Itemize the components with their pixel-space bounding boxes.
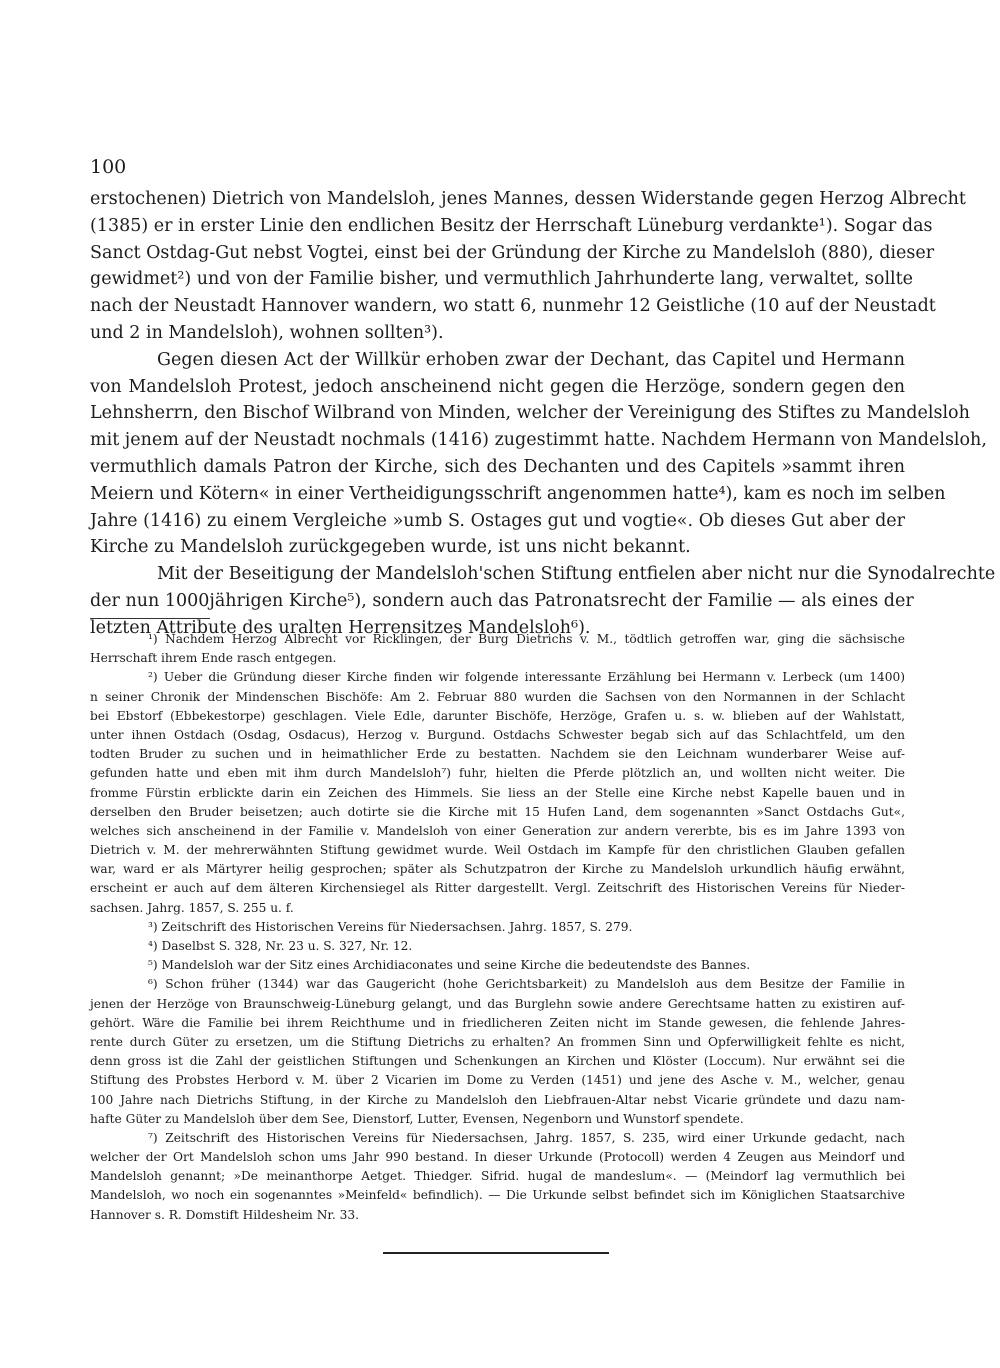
footnote-line: hafte Güter zu Mandelsloh über dem See, Dienstorf, Lutter, Evensen, Negenborn und Wunstorf spendete. [90, 1111, 744, 1126]
footnote-line: sachsen. Jahrg. 1857, S. 255 u. f. [90, 900, 294, 915]
footnote-separator-rule [90, 618, 210, 619]
footnote-line: fromme Fürstin erblickte darin ein Zeichen des Himmels. Sie liess an der Stelle eine Kirche nebst Kapelle bauen und in [90, 785, 905, 800]
main-text-line: Sanct Ostdag-Gut nebst Vogtei, einst bei der Gründung der Kirche zu Mandelsloh (880), dieser [90, 242, 935, 263]
footnote-line: rente durch Güter zu ersetzen, um die Stiftung Dietrichs zu erhalten? An frommen Sinn und Opferwilligkeit fehlte es nicht, [90, 1034, 905, 1049]
footnote-line: Dietrich v. M. der mehrerwähnten Stiftung gewidmet wurde. Weil Ostdach im Kampfe für den christlichen Glauben gefallen [90, 843, 905, 858]
footnote-line: war, ward er als Märtyrer heilig gesprochen; später als Schutzpatron der Kirche zu Mandelsloh urkundlich häufig erwähnt, [90, 862, 905, 877]
footnote-line: Stiftung des Probstes Herbord v. M. über 2 Vicarien im Dome zu Verden (1451) und jene des Asche v. M., welcher, genau [90, 1073, 905, 1088]
footnote-line: erscheint er auch auf dem älteren Kirchensiegel als Ritter dargestellt. Vergl. Zeitschrift des Historischen Vereins für Nieder- [90, 881, 905, 896]
footnote-line: todten Bruder zu suchen und in heimathlicher Erde zu bestatten. Nachdem sie den Leichnam wunderbarer Weise auf- [90, 747, 905, 762]
footnote-line: jenen der Herzöge von Braunschweig-Lüneburg gelangt, und das Burglehn sowie andere Gerechtsame hatten zu existiren auf- [90, 996, 905, 1011]
footnote-line: n seiner Chronik der Mindenschen Bischöfe: Am 2. Februar 880 wurden die Sachsen von den Normannen in der Schlacht [90, 689, 905, 704]
footnotes-block [90, 630, 905, 1225]
main-text-line: gewidmet²) und von der Familie bisher, und vermuthlich Jahrhunderte lang, verwaltet, sollte [90, 269, 914, 290]
main-text-line: Mit der Beseitigung der Mandelsloh'schen Stiftung entfielen aber nicht nur die Synodalrechte [157, 564, 996, 585]
footnote-line: Mandelsloh, wo noch ein sogenanntes »Meinfeld« befindlich). — Die Urkunde selbst befindet sich im Königlichen Staatsarchive [90, 1188, 905, 1203]
footnote-line: Hannover s. R. Domstift Hildesheim Nr. 33. [90, 1207, 360, 1222]
footnote-line: 100 Jahre nach Dietrichs Stiftung, in der Kirche zu Mandelsloh den Liebfrauen-Altar nebst Vicarie gründete und dazu nam- [90, 1092, 905, 1107]
footnote-line: gehört. Wäre die Familie bei ihrem Reichthume und in friedlicheren Zeiten nicht im Stande gewesen, die fehlende Jahres- [90, 1015, 905, 1030]
footnote-line: ³) Zeitschrift des Historischen Vereins für Niedersachsen. Jahrg. 1857, S. 279. [148, 919, 633, 934]
main-text-line: der nun 1000jährigen Kirche⁵), sondern auch das Patronatsrecht der Familie — als eines der [90, 590, 914, 611]
main-text-line: Kirche zu Mandelsloh zurückgegeben wurde, ist uns nicht bekannt. [90, 537, 691, 558]
footnote-line: welches sich anscheinend in der Familie v. Mandelsloh von einer Generation zur andern vererbte, bis es im Jahre 1393 von [90, 823, 905, 838]
footnote-line: bei Ebstorf (Ebbekestorpe) geschlagen. Viele Edle, darunter Bischöfe, Herzöge, Grafen u. s. w. blieben auf der Wahlstatt, [90, 708, 905, 723]
main-text-line: (1385) er in erster Linie den endlichen Besitz der Herrschaft Lüneburg verdankte¹). Sogar das [90, 215, 933, 236]
main-text-line: und 2 in Mandelsloh), wohnen sollten³). [90, 322, 444, 343]
page-number: 100 [90, 156, 127, 178]
main-text-line: Lehnsherrn, den Bischof Wilbrand von Minden, welcher der Vereinigung des Stiftes zu Mandelsloh [90, 403, 970, 424]
main-text-line: nach der Neustadt Hannover wandern, wo statt 6, nunmehr 12 Geistliche (10 auf der Neustadt [90, 296, 936, 317]
footnote-line: denn gross ist die Zahl der geistlichen Stiftungen und Schenkungen an Kirchen und Klöster (Loccum). Nur erwähnt sei die [90, 1054, 905, 1069]
main-text-line: letzten Attribute des uralten Herrensitzes Mandelsloh⁶). [90, 617, 591, 638]
footnote-line: ⁶) Schon früher (1344) war das Gaugericht (hohe Gerichtsbarkeit) zu Mandelsloh aus dem Besitze der Familie in [148, 977, 905, 992]
footnote-line: welcher der Ort Mandelsloh schon ums Jahr 990 bestand. In dieser Urkunde (Protocoll) werden 4 Zeugen aus Meindorf und [90, 1150, 905, 1165]
main-text-line: erstochenen) Dietrich von Mandelsloh, jenes Mannes, dessen Widerstande gegen Herzog Albrecht [90, 189, 966, 209]
footnote-line: ⁵) Mandelsloh war der Sitz eines Archidiaconates und seine Kirche die bedeutendste des Bannes. [148, 958, 751, 973]
main-text-line: von Mandelsloh Protest, jedoch anscheinend nicht gegen die Herzöge, sondern gegen den [90, 376, 905, 397]
footnote-line: gefunden hatte und eben mit ihm durch Mandelsloh⁷) fuhr, hielten die Pferde plötzlich an, und wollten nicht weiter. Die [90, 766, 905, 781]
footnote-line: Mandelsloh genannt; »De meinanthorpe Aetget. Thiedger. Sifrid. hugal de mandeslum«. — (Meindorf lag vermuthlich bei [90, 1169, 905, 1184]
end-of-page-rule [383, 1252, 609, 1254]
footnote-line: unter ihnen Ostdach (Osdag, Osdacus), Herzog v. Burgund. Ostdachs Schwester begab sich auf das Schlachtfeld, um den [90, 727, 905, 742]
main-text-line: vermuthlich damals Patron der Kirche, sich des Dechanten und des Capitels »sammt ihren [90, 456, 905, 477]
main-text-line: Meiern und Kötern« in einer Vertheidigungsschrift angenommen hatte⁴), kam es noch im selben [90, 483, 946, 504]
footnote-line: ⁷) Zeitschrift des Historischen Vereins für Niedersachsen, Jahrg. 1857, S. 235, wird einer Urkunde gedacht, nach [148, 1130, 905, 1145]
footnote-line: Herrschaft ihrem Ende rasch entgegen. [90, 651, 337, 666]
footnote-line: ²) Ueber die Gründung dieser Kirche finden wir folgende interessante Erzählung bei Hermann v. Lerbeck (um 1400) [148, 670, 905, 685]
main-text-line: Gegen diesen Act der Willkür erhoben zwar der Dechant, das Capitel und Hermann [157, 349, 905, 370]
footnote-line: derselben den Bruder beisetzen; auch dotirte sie die Kirche mit 15 Hufen Land, dem sogenannten »Sanct Ostdachs Gut«, [90, 804, 905, 819]
main-text-line: Jahre (1416) zu einem Vergleiche »umb S. Ostages gut und vogtie«. Ob dieses Gut aber der [90, 510, 905, 531]
footnote-line: ¹) Nachdem Herzog Albrecht vor Ricklingen, der Burg Dietrichs v. M., tödtlich getroffen war, ging die sächsische [148, 632, 905, 646]
footnote-line: ⁴) Daselbst S. 328, Nr. 23 u. S. 327, Nr. 12. [148, 939, 413, 953]
main-text-line: mit jenem auf der Neustadt nochmals (1416) zugestimmt hatte. Nachdem Hermann von Mandelsloh, [90, 430, 987, 451]
main-text-body [90, 186, 996, 642]
